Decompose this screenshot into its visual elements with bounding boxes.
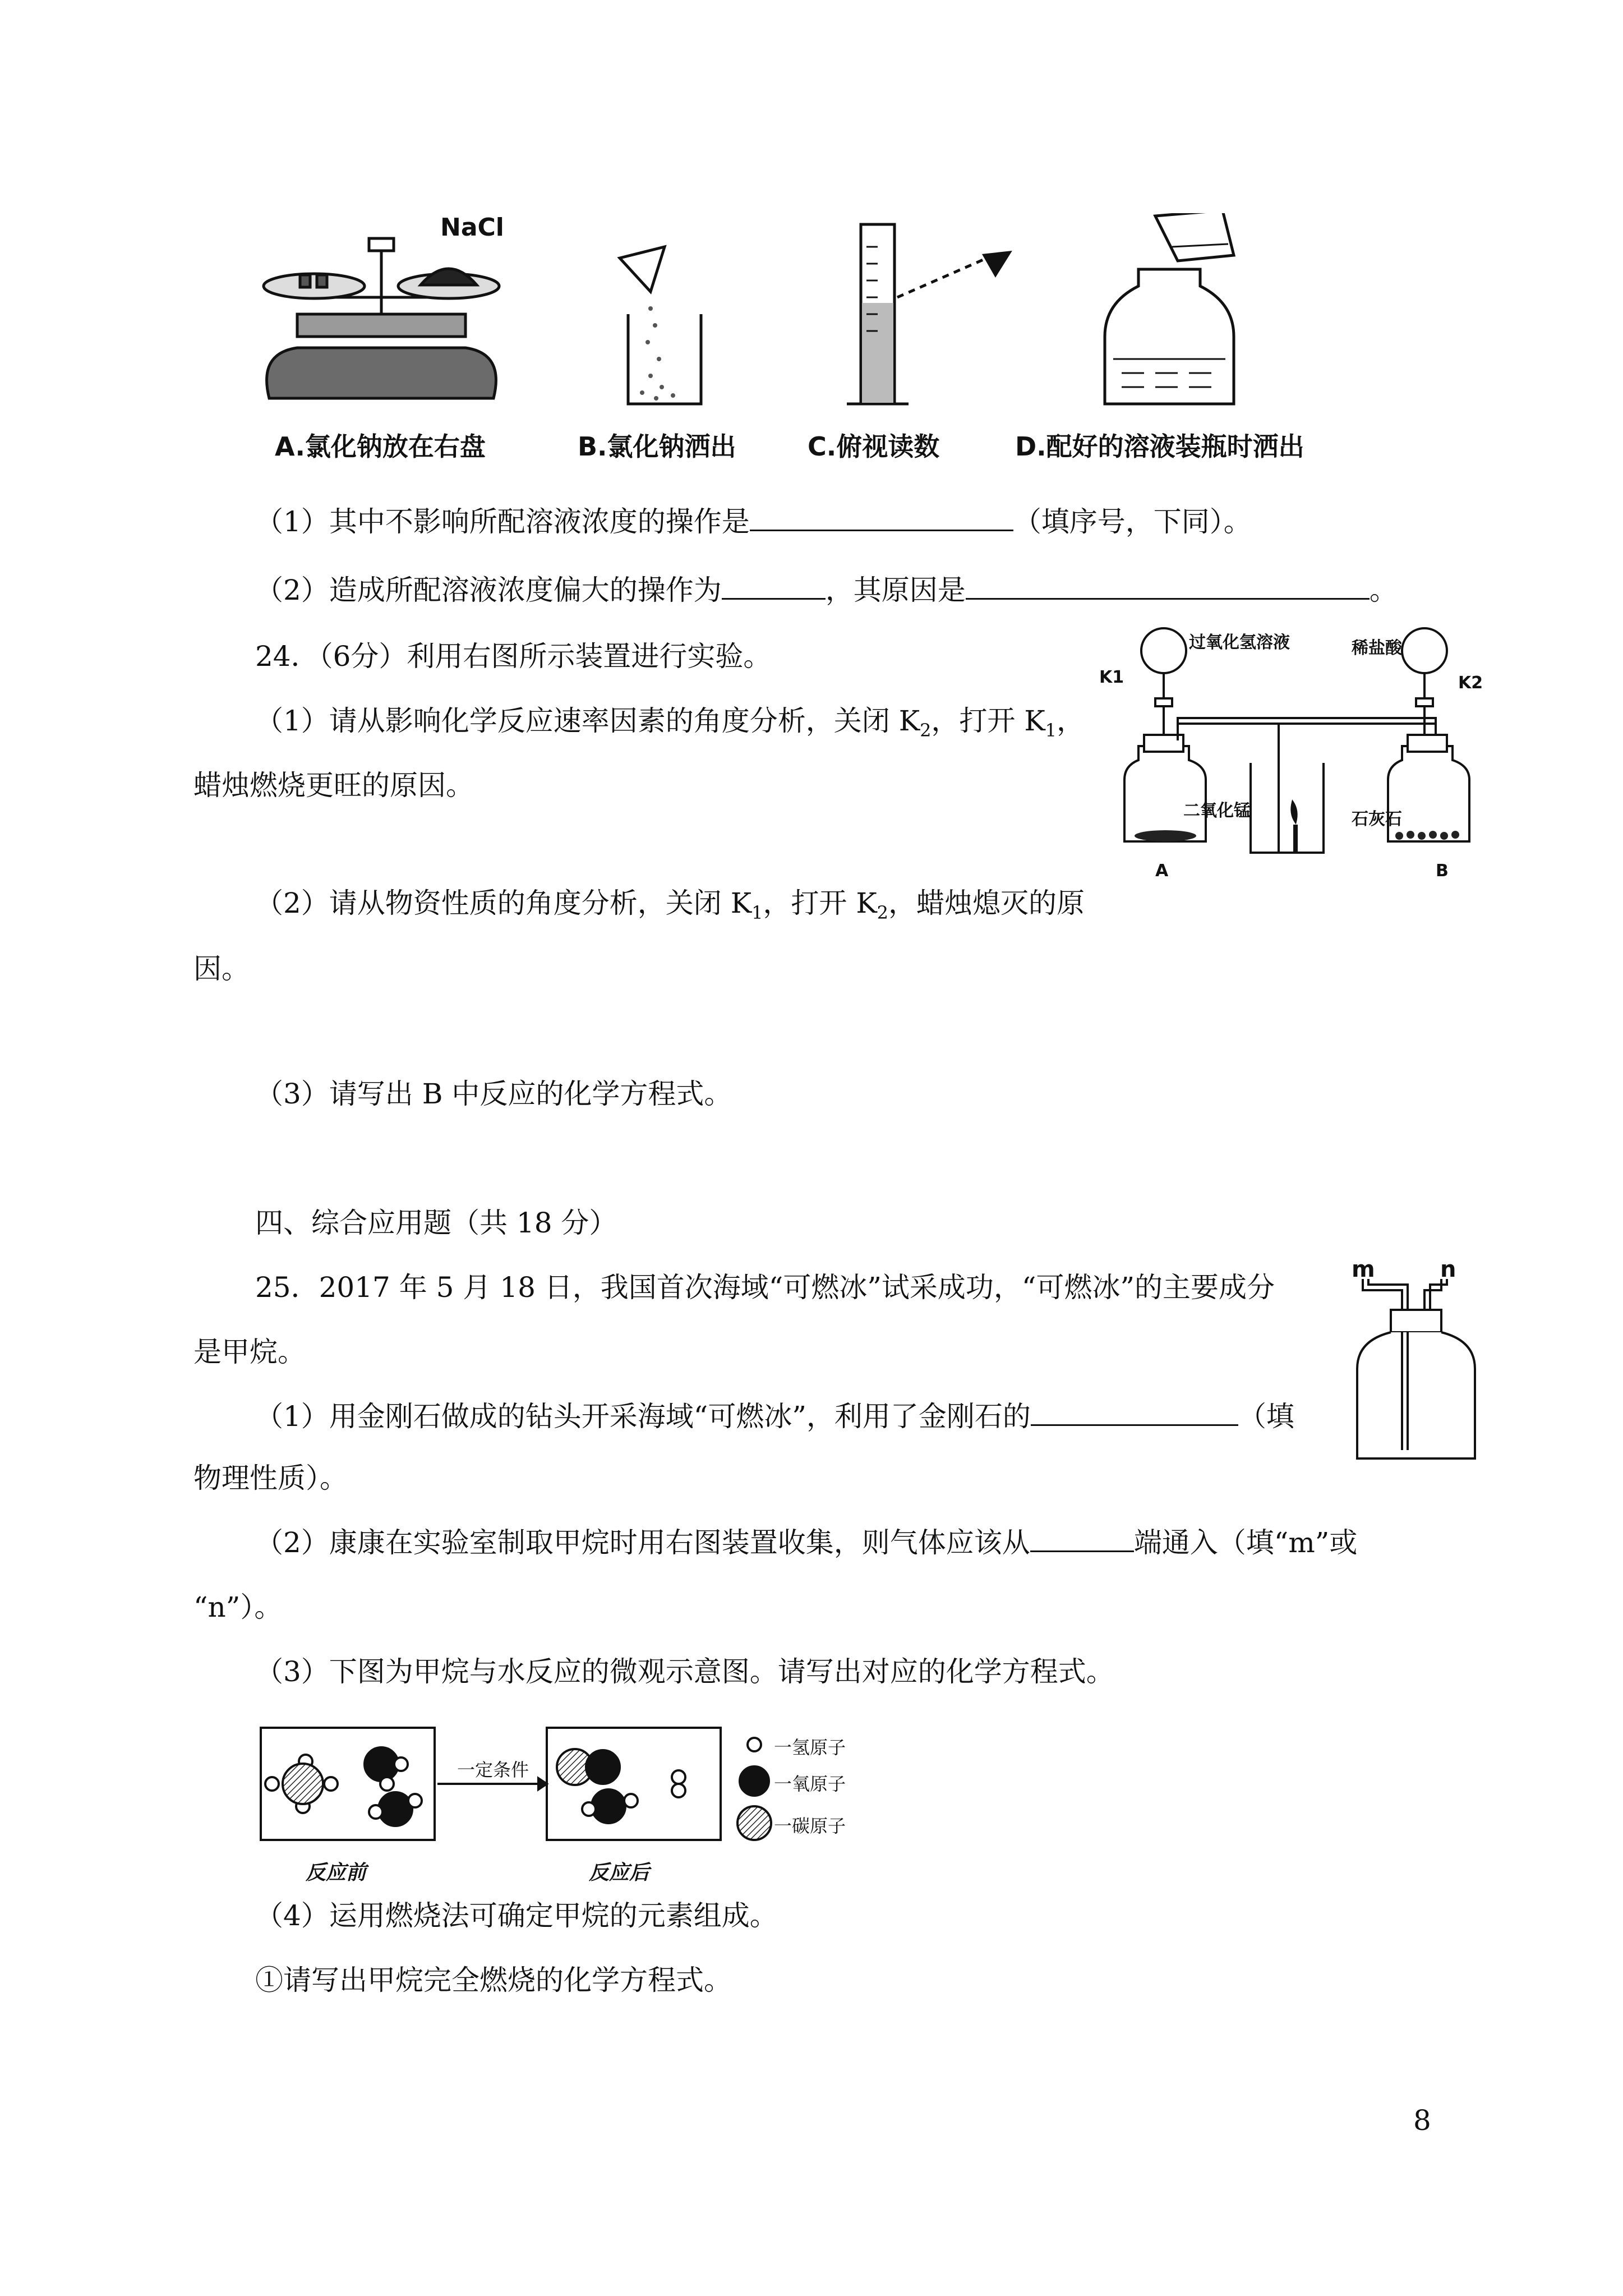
q23-part1	[255, 505, 1252, 539]
q25-part4: （4）运用燃烧法可确定甲烷的元素组成。	[255, 1899, 778, 1932]
legend-carbon: 一碳原子	[774, 1815, 846, 1837]
beaker-spill-drawing	[620, 247, 701, 404]
q25-part1-blank[interactable]	[1031, 1400, 1238, 1426]
operations-figure	[247, 213, 1380, 482]
page-number: 8	[1413, 2104, 1431, 2137]
q24-part1-c: ，	[1057, 705, 1085, 737]
q24-part2-sub2: 2	[877, 902, 889, 923]
q25-part2-line2: “n”）。	[193, 1591, 283, 1623]
q24-part1-a: （1）请从影响化学反应速率因素的角度分析，关闭 K	[255, 705, 920, 737]
bottle-b-label: B	[1436, 861, 1449, 881]
q24-part1-line2: 蜡烛燃烧更旺的原因。	[193, 769, 474, 802]
q23-part2-tail: 。	[1369, 574, 1398, 606]
k1-label: K1	[1099, 668, 1124, 687]
q23-part2	[255, 573, 1398, 607]
limestone-label: 石灰石	[1352, 809, 1402, 829]
q25-part2-a: （2）康康在实验室制取甲烷时用右图装置收集，则气体应该从	[255, 1526, 1030, 1559]
q25-part2-b: 端通入（填“m”或	[1133, 1526, 1358, 1559]
q24-part2-sub1: 1	[751, 902, 763, 923]
q25-part1-line2: 物理性质）。	[193, 1462, 348, 1494]
q24-part1	[255, 704, 1085, 747]
q23-part2-mid: ，其原因是	[825, 574, 966, 606]
k2-label: K2	[1458, 673, 1483, 693]
bottle-pour-drawing	[1105, 213, 1234, 404]
reaction-arrow-label: 一定条件	[457, 1759, 529, 1780]
q25-stem-line1: 25．2017 年 5 月 18 日，我国首次海域“可燃冰”试采成功，“可燃冰”的主要成分	[255, 1271, 1275, 1304]
q24-part1-b: ，打开 K	[931, 705, 1045, 737]
q24-part2-line2: 因。	[193, 953, 250, 985]
reaction-diagram	[258, 1722, 892, 1885]
q24-part1-sub1: 2	[920, 720, 932, 741]
caption-c: C.俯视读数	[808, 431, 940, 462]
balance-drawing	[264, 238, 499, 398]
n-label: n	[1440, 1257, 1456, 1282]
after-label: 反应后	[589, 1861, 650, 1884]
q24-part2-b: ，打开 K	[763, 887, 877, 919]
caption-d: D.配好的溶液装瓶时洒出	[1015, 431, 1304, 462]
q23-part1-text: （1）其中不影响所配溶液浓度的操作是	[255, 505, 750, 538]
apparatus-figure	[1099, 611, 1481, 892]
q24-part2-c: ，蜡烛熄灭的原	[888, 887, 1085, 919]
q24-part1-sub2: 1	[1045, 720, 1057, 741]
q23-part2-blank-reason[interactable]	[966, 573, 1370, 600]
section4-title: 四、综合应用题（共 18 分）	[255, 1207, 617, 1239]
q23-part2-text: （2）造成所配溶液浓度偏大的操作为	[255, 574, 722, 606]
q25-part2	[255, 1526, 1357, 1559]
q23-part2-blank-op[interactable]	[722, 573, 826, 600]
nacl-label: NaCl	[440, 213, 504, 242]
q24-stem: 24．（6分）利用右图所示装置进行实验。	[255, 640, 772, 673]
q25-part2-blank[interactable]	[1030, 1526, 1134, 1552]
q25-part1-a: （1）用金刚石做成的钻头开采海域“可燃冰”，利用了金刚石的	[255, 1400, 1031, 1433]
mno2-label: 二氧化锰	[1183, 801, 1251, 821]
q25-stem-line2: 是甲烷。	[193, 1336, 306, 1368]
q24-part2-a: （2）请从物资性质的角度分析，关闭 K	[255, 887, 752, 919]
hcl-label: 稀盐酸	[1352, 638, 1402, 658]
q25-part3: （3）下图为甲烷与水反应的微观示意图。请写出对应的化学方程式。	[255, 1655, 1114, 1688]
q25-part4-1: ①请写出甲烷完全燃烧的化学方程式。	[255, 1964, 732, 1996]
legend-oxygen: 一氧原子	[774, 1773, 846, 1795]
gas-bottle-figure	[1346, 1257, 1481, 1470]
q25-part1-b: （填	[1238, 1400, 1294, 1433]
q23-part1-blank[interactable]	[750, 505, 1013, 531]
caption-b: B.氯化钠洒出	[578, 431, 736, 462]
before-label: 反应前	[306, 1861, 367, 1884]
operations-illustration	[247, 213, 1380, 438]
q25-part1	[255, 1400, 1294, 1433]
cylinder-eye-drawing	[847, 224, 1009, 404]
bottle-a-label: A	[1155, 861, 1169, 881]
q23-part1-tail: （填序号，下同）。	[1013, 505, 1252, 538]
caption-a: A.氯化钠放在右盘	[275, 431, 486, 462]
q24-part3: （3）请写出 B 中反应的化学方程式。	[255, 1078, 732, 1110]
h2o2-label: 过氧化氢溶液	[1189, 633, 1290, 652]
gas-bottle-illustration	[1346, 1257, 1481, 1470]
legend-hydrogen: 一氢原子	[774, 1737, 846, 1758]
apparatus-illustration	[1099, 611, 1481, 892]
m-label: m	[1352, 1257, 1375, 1282]
q24-part2	[255, 886, 1085, 930]
